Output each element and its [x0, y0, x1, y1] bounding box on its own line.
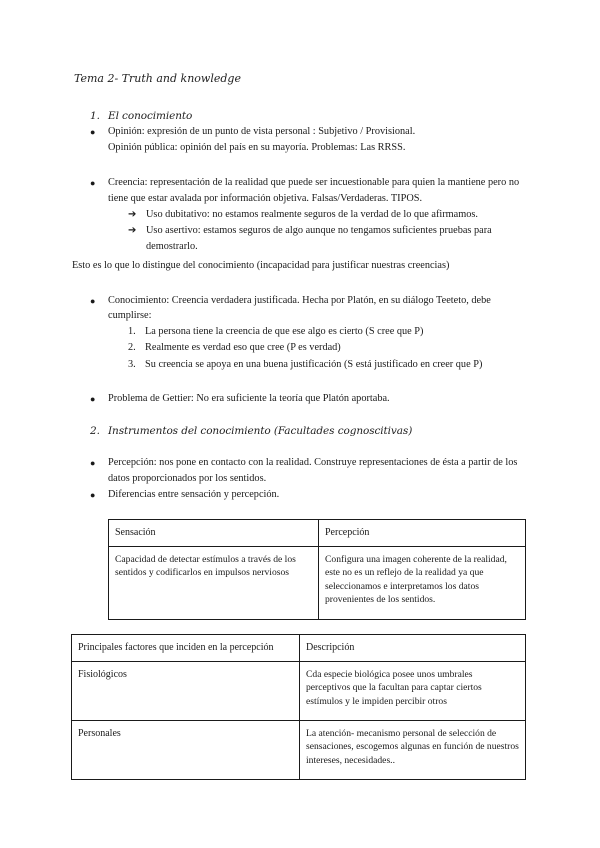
percepcion-line-1: Percepción: nos pone en contacto con la realidad. Construye representaciones de ésta a partir de los — [108, 457, 518, 468]
table-row — [72, 661, 526, 720]
table-cell: Fisiológicos — [72, 661, 300, 720]
creencia-sub-2-line-2: demostrarlo. — [146, 241, 198, 252]
section-1-number: 1. — [90, 110, 100, 122]
table-header-cell: Descripción — [300, 635, 526, 662]
list-item-number: 1. — [128, 326, 136, 337]
bullet-icon: ● — [90, 127, 96, 137]
creencia-sub-2-line-1: Uso asertivo: estamos seguros de algo aunque no tengamos suficientes pruebas para — [146, 225, 492, 236]
page-title: Tema 2- Truth and knowledge — [74, 72, 241, 85]
table-cell: La atención- mecanismo personal de selección de sensaciones, escogemos algunas en función de nuestros intereses, necesidades.. — [300, 720, 526, 779]
gettier-text: Problema de Gettier: No era suficiente la teoría que Platón aportaba. — [108, 393, 390, 404]
table-sensacion-percepcion — [108, 519, 526, 620]
distinction-text: Esto es lo que lo distingue del conocimiento (incapacidad para justificar nuestras creencias) — [72, 260, 450, 271]
table-row — [72, 720, 526, 779]
bullet-icon: ● — [90, 458, 96, 468]
section-1-heading: El conocimiento — [108, 110, 193, 122]
opinion-line-2: Opinión pública: opinión del país en su mayoría. Problemas: Las RRSS. — [108, 142, 406, 153]
diferencias-text: Diferencias entre sensación y percepción. — [108, 489, 280, 500]
creencia-line-2: tiene que estar avalada por información objetiva. Falsas/Verdaderas. TIPOS. — [108, 193, 423, 204]
table-cell: Cda especie biológica posee unos umbrales perceptivos que la facultan para captar ciertos estímulos y le impiden percibir otros — [300, 661, 526, 720]
table-cell: Capacidad de detectar estímulos a través de los sentidos y codificarlos en impulsos nerviosos — [109, 546, 319, 619]
table-header-cell: Sensación — [109, 520, 319, 547]
table-row — [109, 546, 526, 619]
list-item: Realmente es verdad eso que cree (P es verdad) — [145, 342, 341, 353]
creencia-sub-1: Uso dubitativo: no estamos realmente seguros de la verdad de lo que afirmamos. — [146, 209, 478, 220]
opinion-line-1: Opinión: expresión de un punto de vista personal : Subjetivo / Provisional. — [108, 126, 416, 137]
table-header-cell: Percepción — [319, 520, 526, 547]
arrow-right-icon: ➔ — [128, 225, 137, 236]
list-item: Su creencia se apoya en una buena justificación (S está justificado en creer que P) — [145, 359, 483, 370]
list-item-number: 2. — [128, 342, 136, 353]
creencia-line-1: Creencia: representación de la realidad que puede ser incuestionable para quien la mantiene pero no — [108, 177, 520, 188]
list-item-number: 3. — [128, 359, 136, 370]
table-header-cell: Principales factores que inciden en la percepción — [72, 635, 300, 662]
bullet-icon: ● — [90, 296, 96, 306]
section-2-heading: Instrumentos del conocimiento (Facultades cognoscitivas) — [108, 425, 413, 437]
list-item: La persona tiene la creencia de que ese algo es cierto (S cree que P) — [145, 326, 424, 337]
table-header-row — [72, 635, 526, 662]
table-factores-percepcion — [71, 634, 526, 780]
arrow-right-icon: ➔ — [128, 209, 137, 220]
conocimiento-line-2: cumplirse: — [108, 310, 152, 321]
table-cell: Personales — [72, 720, 300, 779]
section-2-number: 2. — [90, 425, 100, 437]
percepcion-line-2: datos proporcionados por los sentidos. — [108, 473, 267, 484]
conocimiento-line-1: Conocimiento: Creencia verdadera justificada. Hecha por Platón, en su diálogo Teeteto, debe — [108, 295, 491, 306]
bullet-icon: ● — [90, 490, 96, 500]
table-header-row — [109, 520, 526, 547]
bullet-icon: ● — [90, 178, 96, 188]
bullet-icon: ● — [90, 394, 96, 404]
table-cell: Configura una imagen coherente de la realidad, este no es un reflejo de la realidad ya que seleccionamos e interpretamos los datos provenientes de los sentidos. — [319, 546, 526, 619]
